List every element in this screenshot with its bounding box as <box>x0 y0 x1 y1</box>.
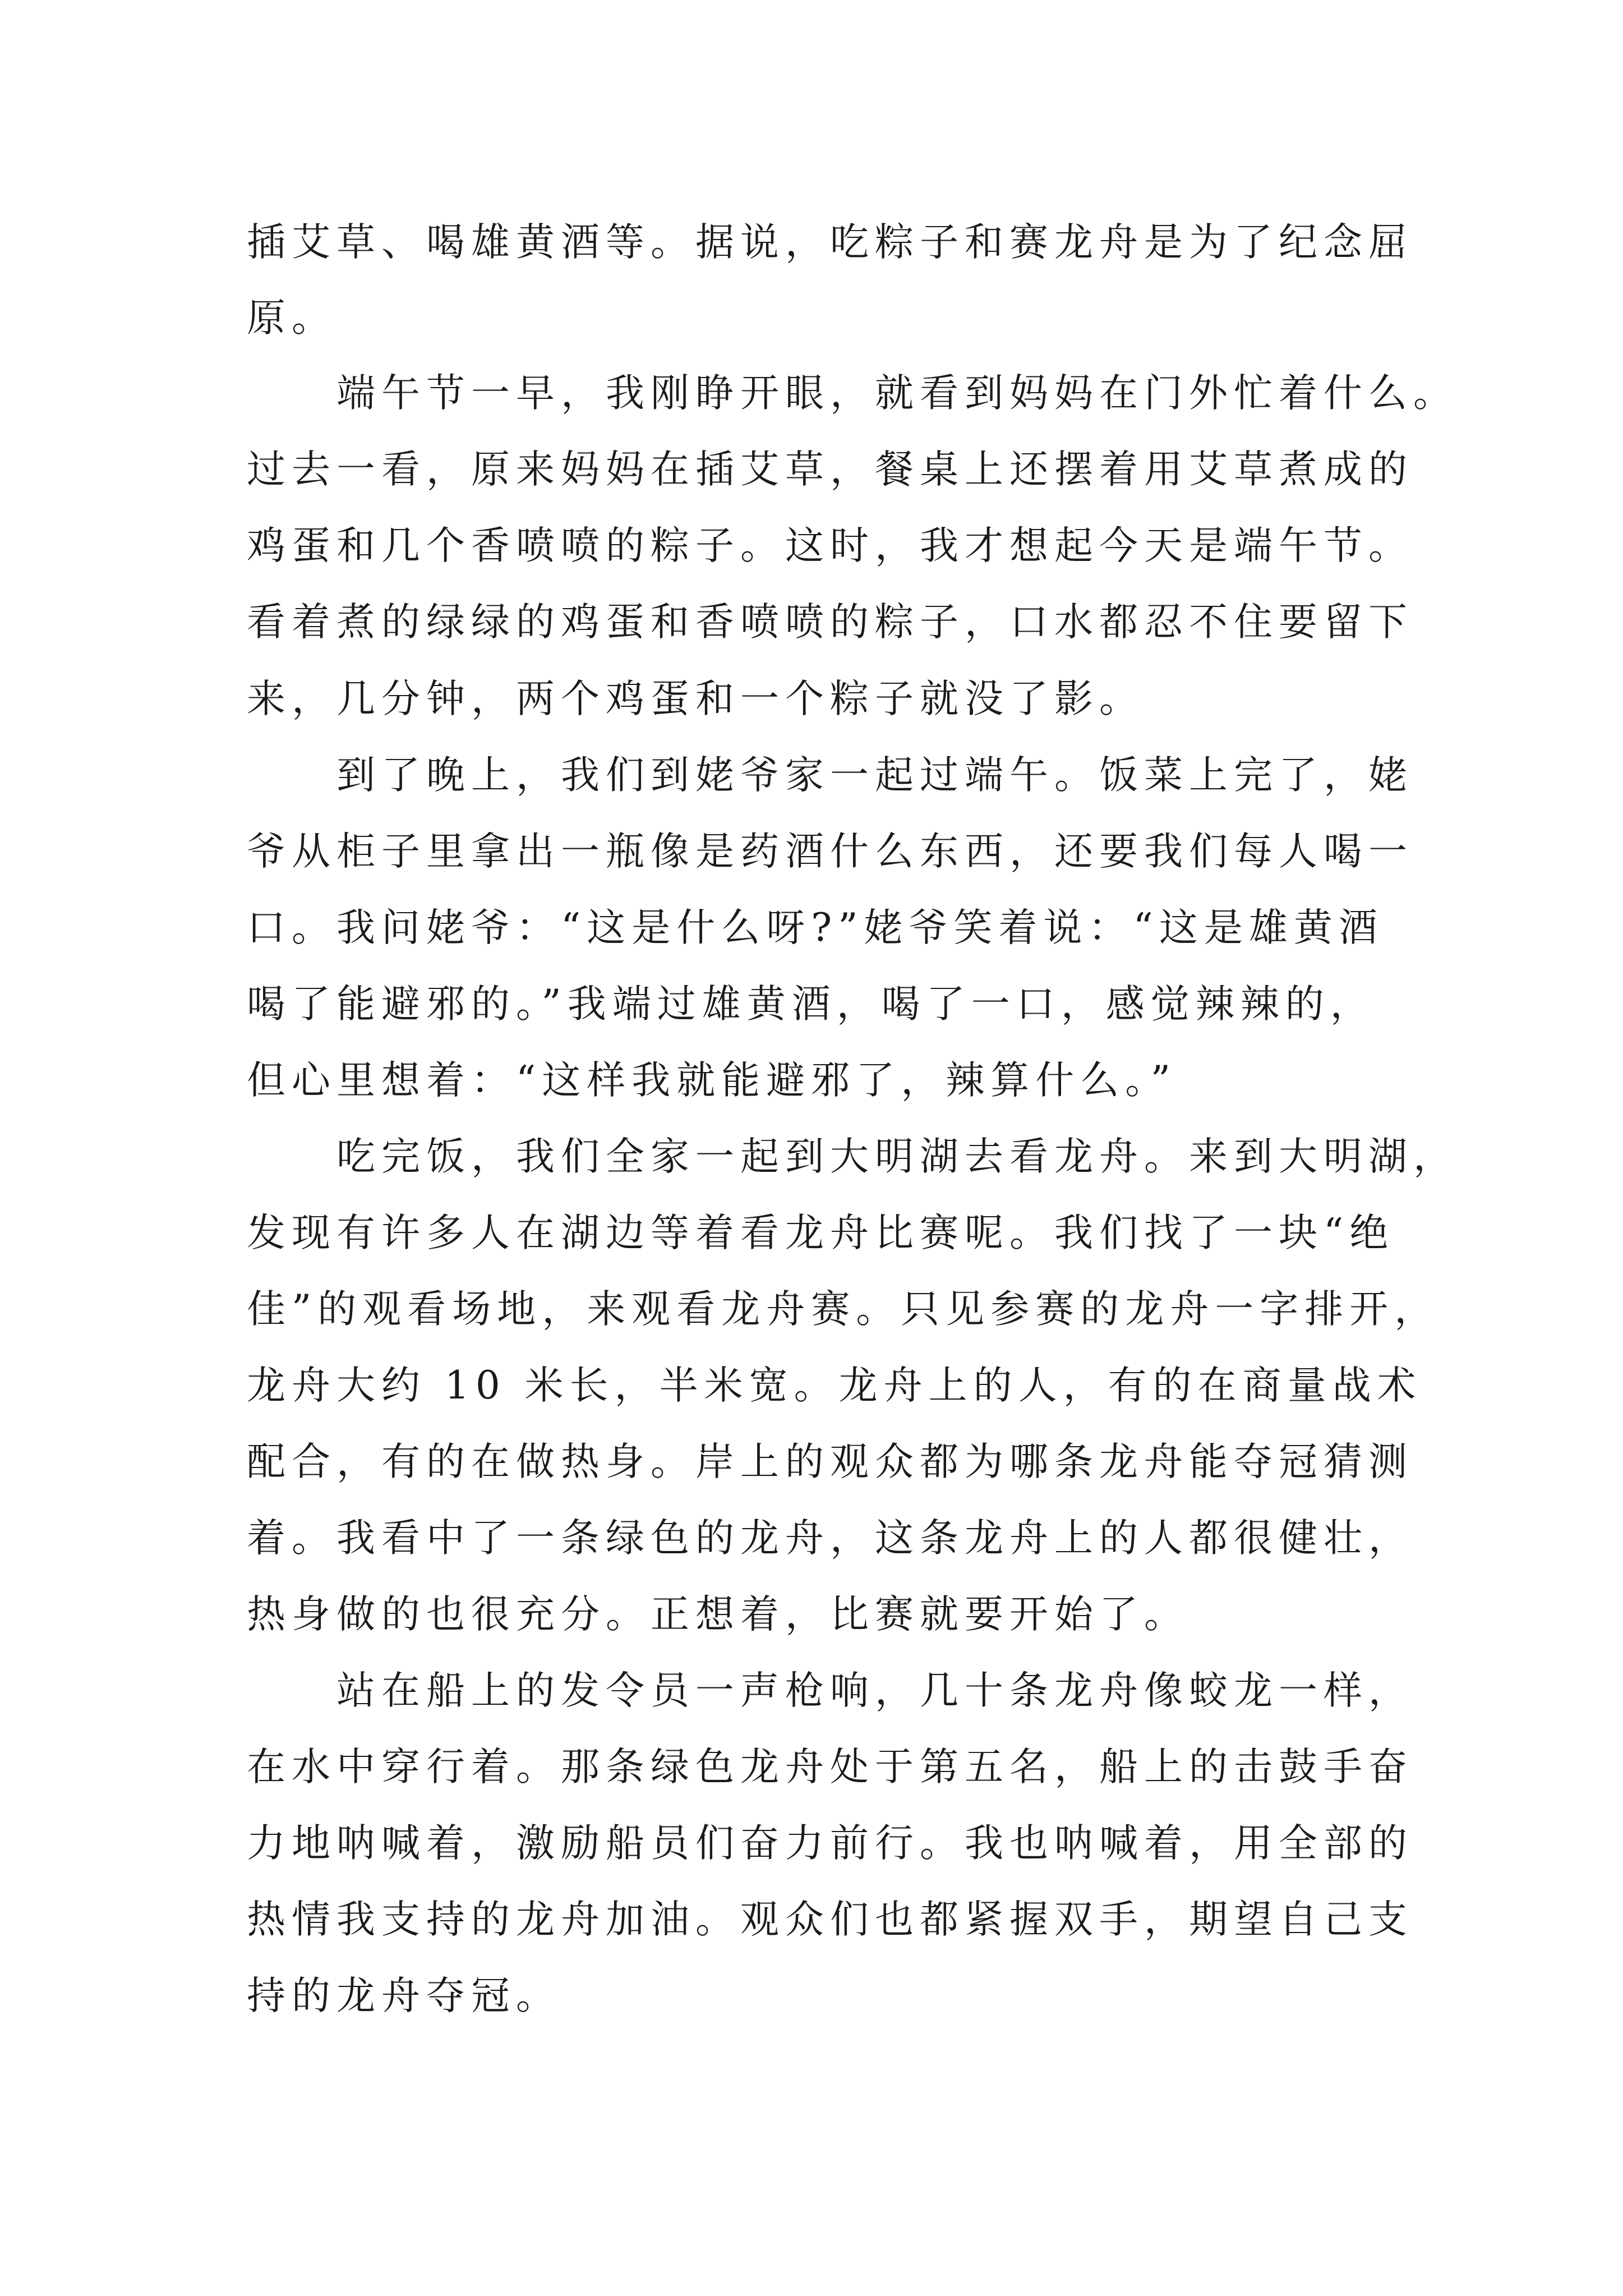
text-line: 吃完饭，我们全家一起到大明湖去看龙舟。来到大明湖， <box>336 1134 1458 1179</box>
text-line: 过去一看，原来妈妈在插艾草，餐桌上还摆着用艾草煮成的 <box>247 447 1413 492</box>
text-line: 插艾草、喝雄黄酒等。据说，吃粽子和赛龙舟是为了纪念屈 <box>247 220 1413 265</box>
text-line: 端午节一早，我刚睁开眼，就看到妈妈在门外忙着什么。 <box>336 371 1458 416</box>
text-line: 但心里想着：“这样我就能避邪了，辣算什么。” <box>247 1058 1177 1103</box>
text-line: 持的龙舟夺冠。 <box>247 1973 561 2018</box>
text-line: 鸡蛋和几个香喷喷的粽子。这时，我才想起今天是端午节。 <box>247 523 1413 568</box>
text-line: 力地呐喊着，激励船员们奋力前行。我也呐喊着，用全部的 <box>247 1821 1413 1866</box>
text-line: 来，几分钟，两个鸡蛋和一个粽子就没了影。 <box>247 677 1144 721</box>
text-line: 龙舟大约 10 米长，半米宽。龙舟上的人，有的在商量战术 <box>247 1363 1422 1408</box>
text-line: 热情我支持的龙舟加油。观众们也都紧握双手，期望自己支 <box>247 1897 1413 1942</box>
text-line: 着。我看中了一条绿色的龙舟，这条龙舟上的人都很健壮， <box>247 1516 1413 1561</box>
text-line: 佳”的观看场地，来观看龙舟赛。只见参赛的龙舟一字排开， <box>247 1287 1440 1332</box>
text-line: 热身做的也很充分。正想着，比赛就要开始了。 <box>247 1592 1189 1637</box>
text-line: 看着煮的绿绿的鸡蛋和香喷喷的粽子，口水都忍不住要留下 <box>247 600 1413 645</box>
text-line: 发现有许多人在湖边等着看龙舟比赛呢。我们找了一块“绝 <box>247 1211 1395 1255</box>
text-line: 站在船上的发令员一声枪响，几十条龙舟像蛟龙一样， <box>336 1668 1413 1713</box>
text-line: 在水中穿行着。那条绿色龙舟处于第五名，船上的击鼓手奋 <box>247 1745 1413 1789</box>
text-line: 到了晚上，我们到姥爷家一起过端午。饭菜上完了，姥 <box>336 753 1413 798</box>
text-line: 爷从柜子里拿出一瓶像是药酒什么东西，还要我们每人喝一 <box>247 829 1413 874</box>
text-line: 原。 <box>247 296 336 341</box>
text-line: 配合，有的在做热身。岸上的观众都为哪条龙舟能夺冠猜测 <box>247 1439 1413 1484</box>
text-line: 喝了能避邪的。”我端过雄黄酒，喝了一口，感觉辣辣的， <box>247 982 1375 1027</box>
text-line: 口。我问姥爷：“这是什么呀?”姥爷笑着说：“这是雄黄酒 <box>247 905 1384 950</box>
